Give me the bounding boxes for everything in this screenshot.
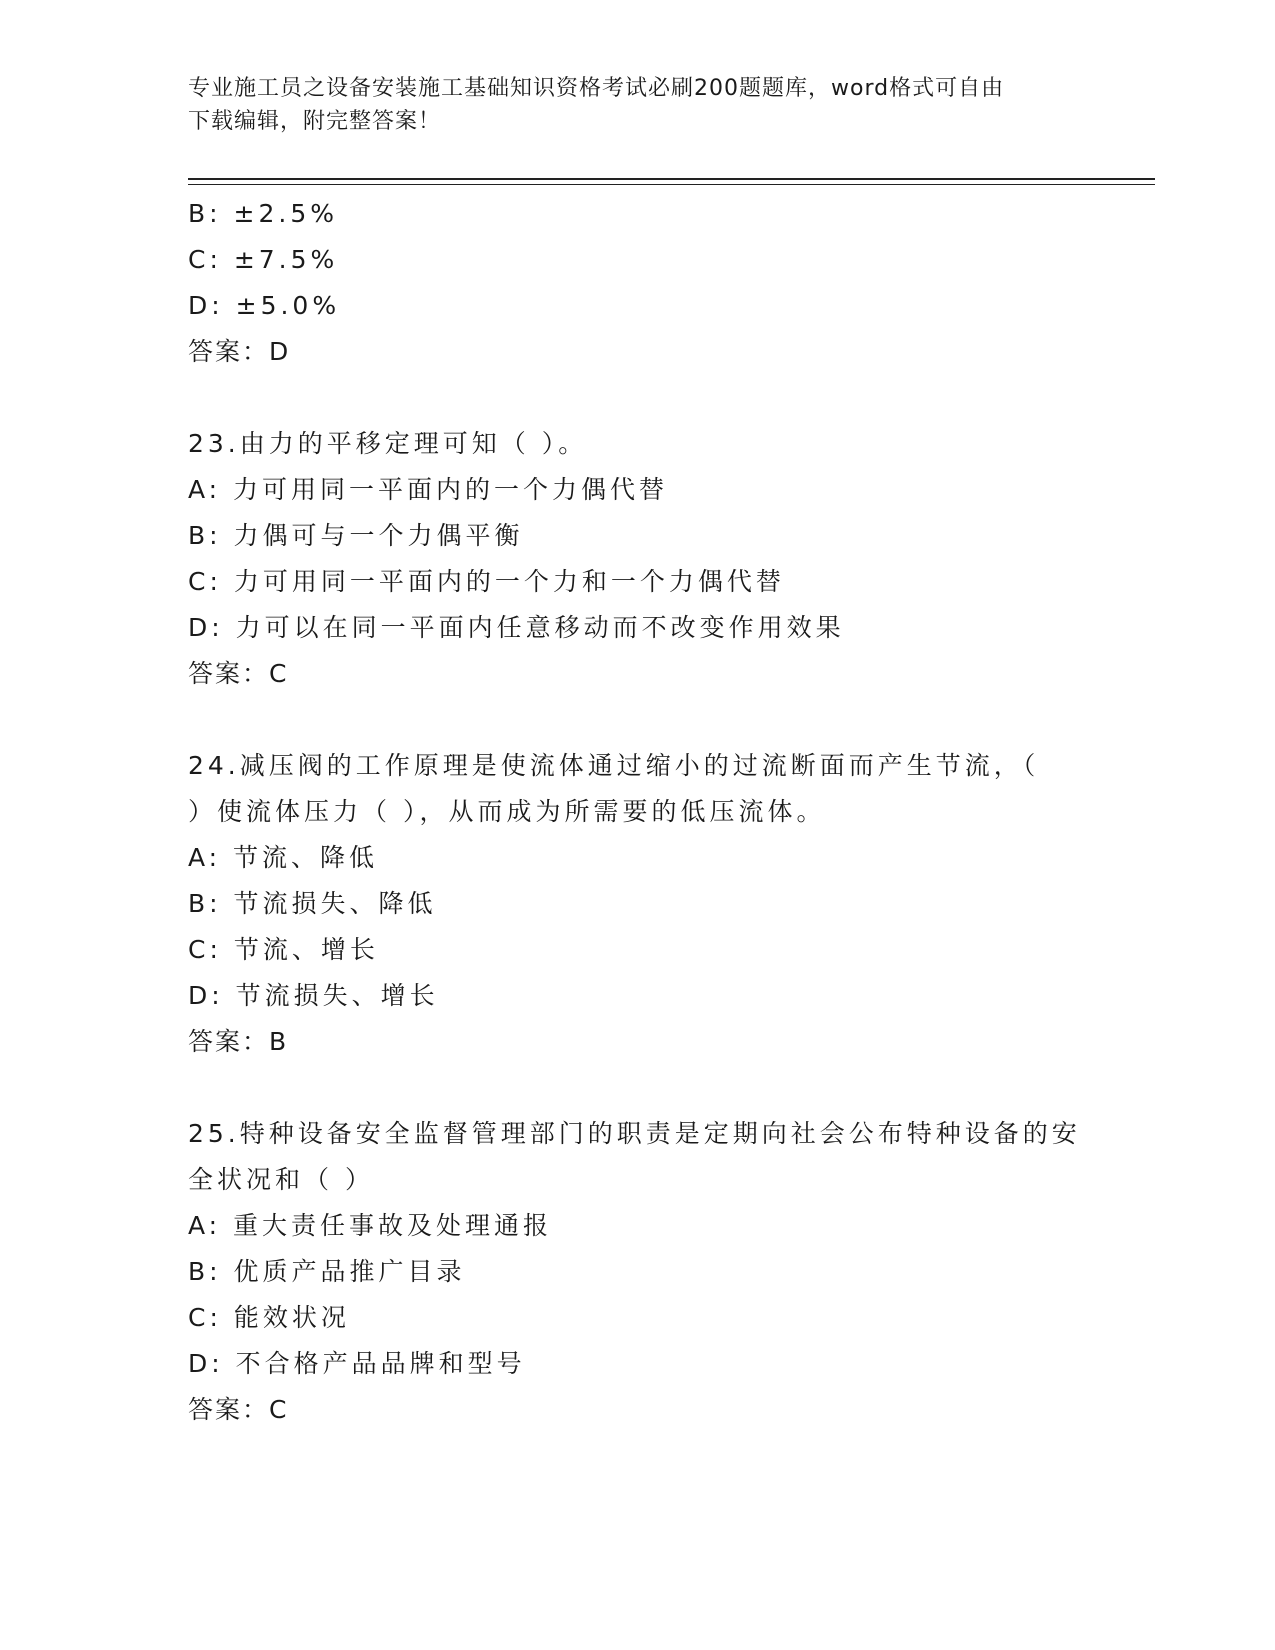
option-c: C: 节流、增长	[188, 935, 379, 964]
question-stem-line-2: ）使流体压力（ ），从而成为所需要的低压流体。	[188, 797, 826, 826]
spacer	[188, 375, 1088, 421]
answer: 答案：C	[188, 659, 289, 688]
option-c: C: 力可用同一平面内的一个力和一个力偶代替	[188, 567, 785, 596]
answer: 答案：B	[188, 1027, 289, 1056]
header-rule-thick	[188, 178, 1155, 180]
option-b: B: 力偶可与一个力偶平衡	[188, 521, 524, 550]
option-b: B: 节流损失、降低	[188, 889, 437, 918]
question-23	[188, 421, 1088, 697]
answer: 答案：C	[188, 1395, 289, 1424]
spacer	[188, 697, 1088, 743]
document-header	[188, 72, 1068, 138]
header-line-2: 下载编辑，附完整答案！	[188, 109, 442, 134]
option-d: D: 不合格产品品牌和型号	[188, 1349, 526, 1378]
option-b: B: 优质产品推广目录	[188, 1257, 466, 1286]
question-stem-line-2: 全状况和（ ）	[188, 1165, 374, 1194]
spacer	[188, 1065, 1088, 1111]
question-content	[188, 191, 1088, 1433]
option-b: B: ±2.5%	[188, 199, 338, 228]
option-d: D: 节流损失、增长	[188, 981, 439, 1010]
answer: 答案：D	[188, 337, 291, 366]
question-stem-line-1: 24.减压阀的工作原理是使流体通过缩小的过流断面而产生节流，（	[188, 751, 1040, 780]
question-22-continued	[188, 191, 1088, 375]
header-line-1: 专业施工员之设备安装施工基础知识资格考试必刷200题题库，word格式可自由	[188, 76, 1005, 101]
option-d: D: 力可以在同一平面内任意移动而不改变作用效果	[188, 613, 845, 642]
question-stem-line-1: 25.特种设备安全监督管理部门的职责是定期向社会公布特种设备的安	[188, 1119, 1081, 1148]
option-a: A: 节流、降低	[188, 843, 379, 872]
option-d: D: ±5.0%	[188, 291, 341, 320]
question-24	[188, 743, 1088, 1065]
option-a: A: 重大责任事故及处理通报	[188, 1211, 553, 1240]
option-c: C: 能效状况	[188, 1303, 350, 1332]
question-stem: 23.由力的平移定理可知（ ）。	[188, 429, 588, 458]
option-c: C: ±7.5%	[188, 245, 339, 274]
option-a: A: 力可用同一平面内的一个力偶代替	[188, 475, 669, 504]
question-25	[188, 1111, 1088, 1433]
header-rule-thin	[188, 184, 1155, 185]
